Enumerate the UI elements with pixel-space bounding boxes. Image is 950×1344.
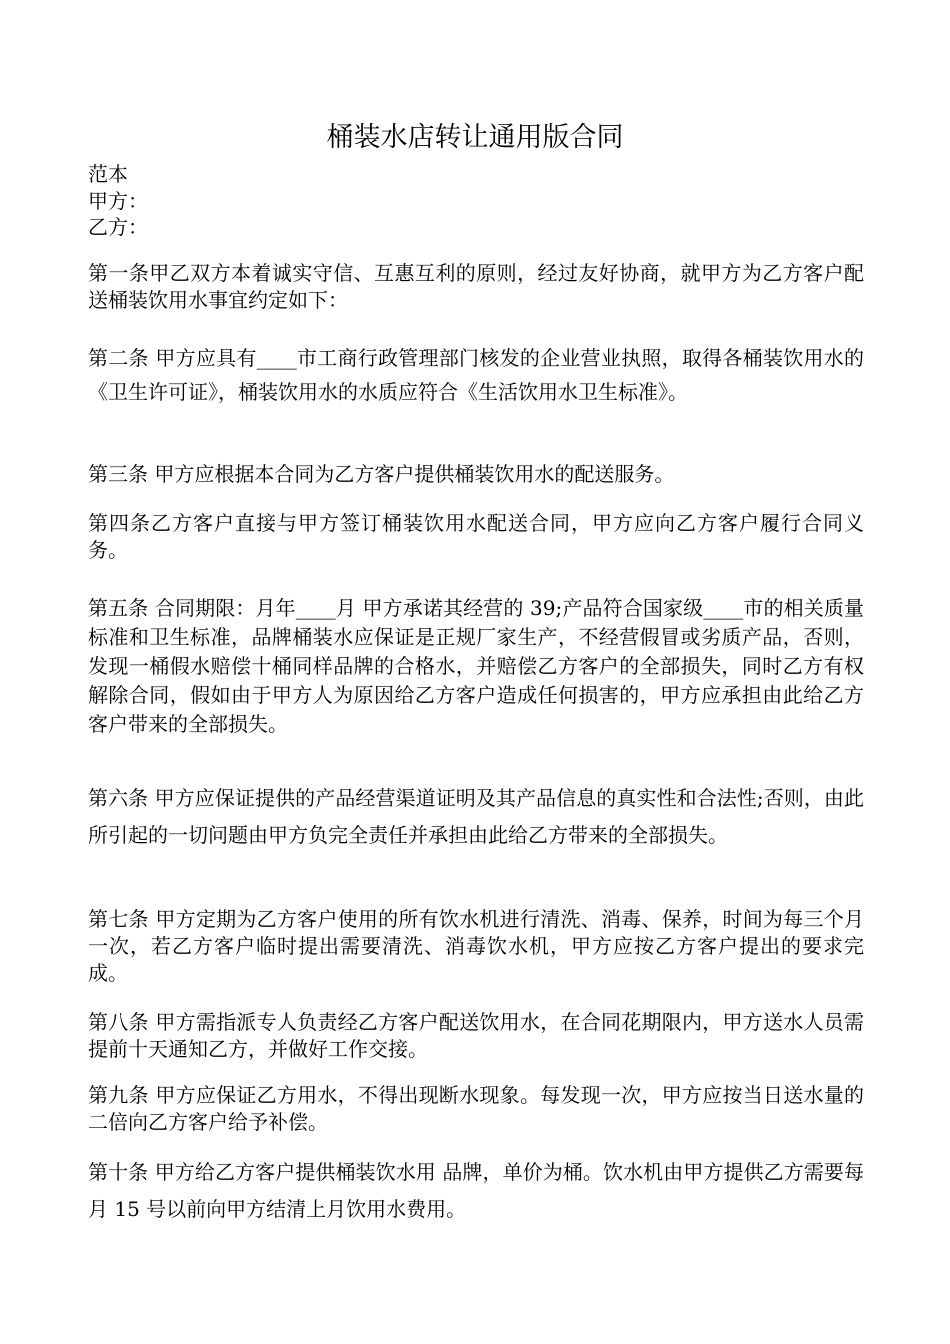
- party-a-label: 甲方：: [88, 189, 148, 213]
- article-2: 第二条 甲方应具有____市工商行政管理部门核发的企业营业执照，取得各桶装饮用水的《卫生许可证》，桶装饮用水的水质应符合《生活饮用水卫生标准》。: [88, 346, 864, 404]
- article-10: 第十条 甲方给乙方客户提供桶装饮水用 品牌，单价为桶。饮水机由甲方提供乙方需要每月 15 号以前向甲方结清上月饮用水费用。: [88, 1160, 864, 1221]
- article-3: 第三条 甲方应根据本合同为乙方客户提供桶装饮用水的配送服务。: [88, 462, 675, 486]
- article-8: 第八条 甲方需指派专人负责经乙方客户配送饮用水，在合同花期限内，甲方送水人员需提前十天通知乙方，并做好工作交接。: [88, 1010, 864, 1061]
- document-title: 桶装水店转让通用版合同: [326, 122, 624, 153]
- article-1: 第一条甲乙双方本着诚实守信、互惠互利的原则，经过友好协商，就甲方为乙方客户配送桶装饮用水事宜约定如下：: [88, 261, 864, 312]
- article-4: 第四条乙方客户直接与甲方签订桶装饮用水配送合同，甲方应向乙方客户履行合同义务。: [88, 511, 864, 562]
- article-7: 第七条 甲方定期为乙方客户使用的所有饮水机进行清洗、消毒、保养，时间为每三个月一次，若乙方客户临时提出需要清洗、消毒饮水机，甲方应按乙方客户提出的要求完成。: [88, 907, 864, 985]
- article-9: 第九条 甲方应保证乙方用水，不得出现断水现象。每发现一次，甲方应按当日送水量的二倍向乙方客户给予补偿。: [88, 1083, 864, 1134]
- article-6: 第六条 甲方应保证提供的产品经营渠道证明及其产品信息的真实性和合法性;否则，由此所引起的一切问题由甲方负完全责任并承担由此给乙方带来的全部损失。: [88, 786, 864, 847]
- party-b-label: 乙方：: [88, 215, 148, 239]
- sample-label: 范本: [88, 162, 128, 186]
- article-5: 第五条 合同期限：月年____月 甲方承诺其经营的 39;产品符合国家级____市的相关质量标准和卫生标准，品牌桶装水应保证是正规厂家生产，不经营假冒或劣质产品，否则，发现一桶假水赔偿十桶同样品牌的合格水，并赔偿乙方客户的全部损失，同时乙方有权解除合同，假如由于甲方人为原因给乙方客户造成任何损害的，甲方应承担由此给乙方客户带来的全部损失。: [88, 596, 864, 736]
